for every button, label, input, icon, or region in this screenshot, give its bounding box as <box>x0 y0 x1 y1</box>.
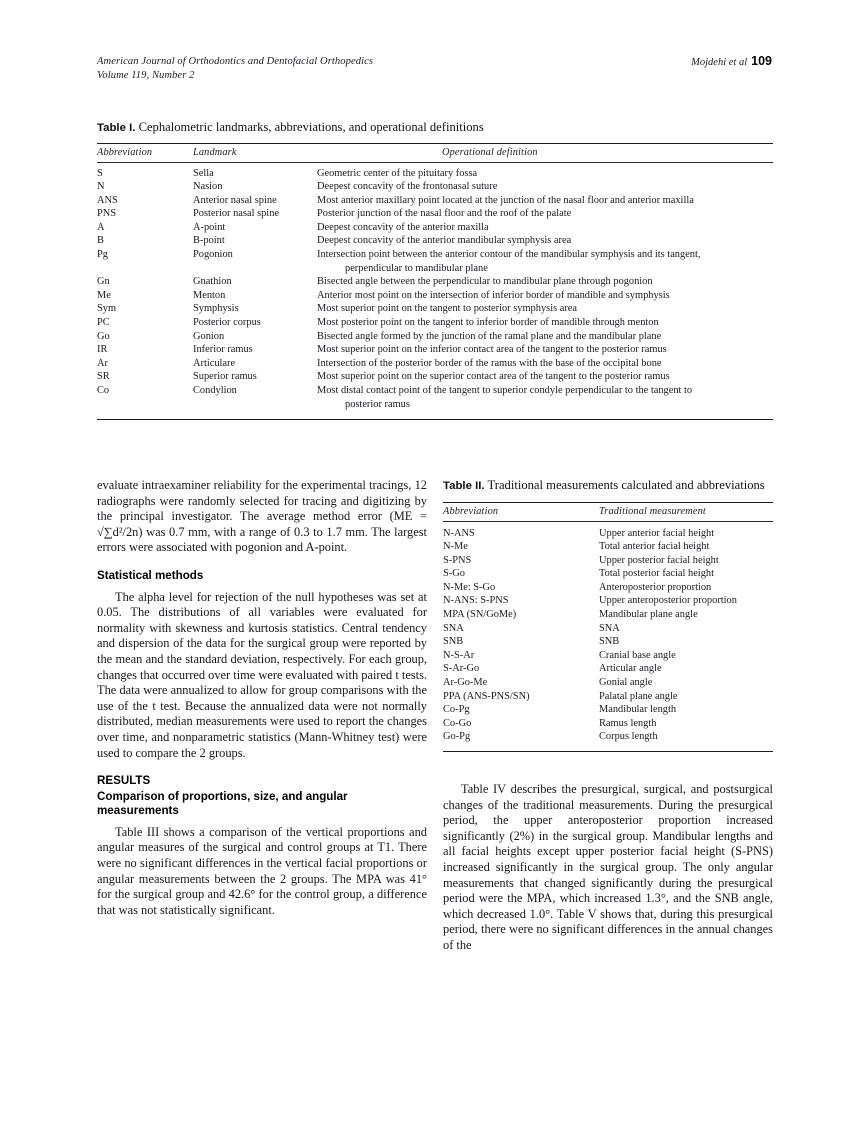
table-row <box>97 384 773 411</box>
cell-definition <box>317 221 773 235</box>
definition-continuation: posterior ramus <box>345 398 410 410</box>
cell-abbreviation: Go-Pg <box>443 731 471 743</box>
cell-definition <box>317 167 773 181</box>
cell-definition <box>317 289 773 303</box>
cell-landmark: Pogonion <box>193 249 233 261</box>
cell-definition <box>317 180 773 194</box>
cell-landmark: Sella <box>193 167 214 179</box>
cell-abbreviation: SNB <box>443 636 464 648</box>
table-two-col-measurement: Traditional measurement <box>599 505 706 517</box>
table-row <box>443 703 773 717</box>
cell-abbreviation: PC <box>97 317 110 329</box>
cell-abbreviation: Co-Pg <box>443 704 470 716</box>
cell-measurement: SNB <box>599 636 620 648</box>
table-row <box>97 167 773 181</box>
cell-abbreviation: N-Me: S-Go <box>443 581 496 593</box>
cell-measurement: Total posterior facial height <box>599 568 714 580</box>
cell-landmark: Posterior corpus <box>193 317 261 329</box>
table-one-caption <box>97 120 773 137</box>
page-number: 109 <box>751 54 772 68</box>
table-row <box>443 567 773 581</box>
table-row <box>443 676 773 690</box>
definition-text: Most posterior point on the tangent to inferior border of mandible through menton <box>317 317 659 329</box>
running-head-left <box>97 55 373 82</box>
table-two-col-abbreviation: Abbreviation <box>443 505 499 517</box>
table-row <box>443 730 773 744</box>
cell-measurement: Total anterior facial height <box>599 541 710 553</box>
running-head <box>97 55 772 82</box>
definition-text: Most superior point on the superior contact area of the tangent to the posterior ramus <box>317 371 670 383</box>
cell-abbreviation: Co-Go <box>443 717 472 729</box>
table-row <box>443 622 773 636</box>
paragraph-table-four: Table IV describes the presurgical, surgical, and postsurgical changes of the traditional measurements. During the presurgical period, the upper anteroposterior proportion increased significantly (2%) in the surgical group. Mandibular lengths and all facial heights except upper posterior facial height (S-PNS) increased significantly in the surgical group. The only angular measurements that changed significantly during the presurgical period were the MPA, which increased 1.3°, and the SNB angle, which decreased 1.0°. Table V shows that, during this presurgical period, there were no significant differences in the annual changes of the <box>443 782 773 952</box>
table-row <box>97 343 773 357</box>
cell-landmark: Gonion <box>193 330 225 342</box>
cell-measurement: Palatal plane angle <box>599 690 678 702</box>
cell-measurement: SNA <box>599 622 620 634</box>
definition-text: Anterior most point on the intersection of inferior border of mandible and symphysis <box>317 289 670 301</box>
table-one <box>97 120 773 420</box>
table-row <box>443 554 773 568</box>
cell-abbreviation: PNS <box>97 208 117 220</box>
paragraph-statistics: The alpha level for rejection of the null hypotheses was set at 0.05. The distributions of all variables were evaluated for normality with skewness and kurtosis statistics. Central tendency and dispersion of the data for the surgical group were reported by the mean and the standard deviation, respectively. For each group, changes that occurred over time were evaluated with paired t tests. The data were annualized to allow for group comparisons with the use of the t test. Because the annualized data were not normally distributed, median measurements were used to report the changes over time, and nonparametric statistics (Mann-Whitney test) were used to compare the 2 groups. <box>97 589 427 760</box>
cell-abbreviation: N-Me <box>443 541 468 553</box>
table-row <box>97 221 773 235</box>
cell-measurement: Cranial base angle <box>599 649 676 661</box>
table-two-header-row <box>443 503 773 521</box>
table-row <box>443 662 773 676</box>
cell-landmark: Nasion <box>193 181 223 193</box>
table-row <box>443 717 773 731</box>
table-row <box>97 248 773 275</box>
cell-definition <box>317 330 773 344</box>
cell-measurement: Upper posterior facial height <box>599 554 719 566</box>
cell-abbreviation: PPA (ANS-PNS/SN) <box>443 690 530 702</box>
cell-landmark: Condylion <box>193 385 237 396</box>
table-row <box>443 581 773 595</box>
definition-text: Geometric center of the pituitary fossa <box>317 167 478 179</box>
cell-definition <box>317 248 773 275</box>
cell-landmark: Articulare <box>193 357 236 369</box>
definition-text: Most anterior maxillary point located at the junction of the nasal floor and anterior maxilla <box>317 194 694 206</box>
definition-text: Intersection of the posterior border of the ramus with the base of the occipital bone <box>317 357 662 369</box>
table-one-col-landmark: Landmark <box>193 146 237 158</box>
definition-text: Deepest concavity of the frontonasal suture <box>317 181 498 193</box>
table-row <box>97 370 773 384</box>
cell-abbreviation: S-Go <box>443 568 465 580</box>
cell-abbreviation: S-PNS <box>443 554 472 566</box>
table-row <box>97 234 773 248</box>
cell-landmark: B-point <box>193 235 225 247</box>
table-one-label: Table I. <box>97 122 136 134</box>
table-row <box>443 690 773 704</box>
definition-text: Deepest concavity of the anterior mandibular symphysis area <box>317 235 572 247</box>
definition-text: Posterior junction of the nasal floor and the roof of the palate <box>317 208 572 220</box>
table-two-body <box>443 522 773 745</box>
table-row <box>97 180 773 194</box>
table-row <box>97 207 773 221</box>
cell-abbreviation: Gn <box>97 276 110 288</box>
cell-abbreviation: Go <box>97 330 110 342</box>
table-row <box>97 316 773 330</box>
cell-definition <box>317 234 773 248</box>
journal-title: American Journal of Orthodontics and Dentofacial Orthopedics <box>97 56 374 67</box>
definition-text: Most superior point on the inferior contact area of the tangent to the posterior ramus <box>317 344 667 356</box>
table-row <box>443 608 773 622</box>
table-row <box>443 635 773 649</box>
cell-definition <box>317 357 773 371</box>
cell-abbreviation: Pg <box>97 249 108 261</box>
cell-measurement: Gonial angle <box>599 677 653 689</box>
cell-measurement: Articular angle <box>599 663 662 675</box>
cell-abbreviation: A <box>97 221 105 233</box>
cell-abbreviation: S <box>97 167 103 179</box>
cell-measurement: Upper anteroposterior proportion <box>599 595 737 607</box>
table-one-col-abbreviation: Abbreviation <box>97 146 153 158</box>
definition-text: Bisected angle formed by the junction of the ramal plane and the mandibular plane <box>317 330 662 342</box>
cell-abbreviation: IR <box>97 344 108 356</box>
table-one-header-row <box>97 144 773 162</box>
authors-short: Mojdehi et al <box>691 57 748 68</box>
cell-definition <box>317 384 773 411</box>
table-row <box>97 194 773 208</box>
cell-definition <box>317 316 773 330</box>
definition-text: Intersection point between the anterior contour of the mandibular symphysis and its tangent, <box>317 249 701 261</box>
running-head-right <box>691 55 772 70</box>
heading-results: RESULTS <box>97 774 151 788</box>
cell-abbreviation: SNA <box>443 622 464 634</box>
cell-landmark: Inferior ramus <box>193 344 253 356</box>
cell-definition <box>317 343 773 357</box>
cell-landmark: Superior ramus <box>193 371 257 383</box>
volume-issue: Volume 119, Number 2 <box>97 69 195 81</box>
cell-abbreviation: SR <box>97 371 110 383</box>
cell-landmark: Posterior nasal spine <box>193 208 279 220</box>
cell-definition <box>317 302 773 316</box>
cell-measurement: Upper anterior facial height <box>599 527 715 539</box>
cell-measurement: Mandibular length <box>599 704 677 716</box>
definition-continuation: perpendicular to mandibular plane <box>345 262 488 274</box>
table-two <box>443 478 773 752</box>
spacer <box>443 752 773 782</box>
cell-landmark: A-point <box>193 221 226 233</box>
cell-measurement: Corpus length <box>599 731 658 743</box>
definition-text: Most superior point on the tangent to posterior symphysis area <box>317 303 578 315</box>
paragraph-method-error: evaluate intraexaminer reliability for the experimental tracings, 12 radiographs were randomly selected for tracing and digitizing by the principal investigator. The average method error (ME = √∑d²/2n) was 0.7 mm, with a range of 0.3 to 1.7 mm. The largest errors were associated with pogonion and A-point. <box>97 478 427 555</box>
cell-measurement: Mandibular plane angle <box>599 609 698 621</box>
cell-definition <box>317 370 773 384</box>
table-row <box>97 330 773 344</box>
cell-abbreviation: Sym <box>97 303 117 315</box>
cell-abbreviation: Me <box>97 289 111 301</box>
cell-abbreviation: Ar <box>97 357 108 369</box>
cell-abbreviation: N-S-Ar <box>443 649 475 661</box>
table-two-label: Table II. <box>443 480 485 492</box>
cell-abbreviation: ANS <box>97 194 118 206</box>
heading-statistical-methods: Statistical methods <box>97 568 204 582</box>
definition-text: Deepest concavity of the anterior maxilla <box>317 221 489 233</box>
cell-abbreviation: N-ANS <box>443 527 475 539</box>
table-one-body <box>97 163 773 412</box>
table-row <box>443 594 773 608</box>
cell-landmark: Anterior nasal spine <box>193 194 277 206</box>
cell-abbreviation: N <box>97 181 105 193</box>
definition-text: Most distal contact point of the tangent to superior condyle perpendicular to the tangent to <box>317 385 693 396</box>
table-row <box>443 649 773 663</box>
table-row <box>97 289 773 303</box>
cell-measurement: Anteroposterior proportion <box>599 581 712 593</box>
table-row <box>97 302 773 316</box>
left-column <box>97 478 427 918</box>
table-one-caption-text: Cephalometric landmarks, abbreviations, and operational definitions <box>138 120 484 134</box>
table-row <box>443 527 773 541</box>
cell-landmark: Symphysis <box>193 303 239 315</box>
cell-measurement: Ramus length <box>599 717 657 729</box>
cell-landmark: Menton <box>193 289 226 301</box>
definition-text: Bisected angle between the perpendicular to mandibular plane through pogonion <box>317 276 653 288</box>
table-one-bottom-rule <box>97 419 773 420</box>
cell-abbreviation: N-ANS: S-PNS <box>443 595 509 607</box>
table-two-caption <box>443 478 773 495</box>
cell-landmark: Gnathion <box>193 276 232 288</box>
table-row <box>443 540 773 554</box>
cell-definition <box>317 194 773 208</box>
cell-abbreviation: Co <box>97 385 110 396</box>
heading-comparison: Comparison of proportions, size, and angular measurements <box>97 789 348 818</box>
paragraph-results: Table III shows a comparison of the vertical proportions and angular measures of the surgical and control groups at T1. There were no significant differences in the vertical facial proportions or angular measurements between the 2 groups. The MPA was 41° for the surgical group and 42.6° for the control group, a difference that was not statistically significant. <box>97 824 427 917</box>
table-row <box>97 357 773 371</box>
right-column <box>443 478 773 954</box>
cell-abbreviation: B <box>97 235 104 247</box>
cell-definition <box>317 207 773 221</box>
cell-abbreviation: Ar-Go-Me <box>443 677 488 689</box>
cell-abbreviation: MPA (SN/GoMe) <box>443 609 517 621</box>
table-two-caption-text: Traditional measurements calculated and abbreviations <box>487 478 765 492</box>
cell-abbreviation: S-Ar-Go <box>443 663 480 675</box>
table-one-col-definition: Operational definition <box>442 146 538 158</box>
table-row <box>97 275 773 289</box>
cell-definition <box>317 275 773 289</box>
